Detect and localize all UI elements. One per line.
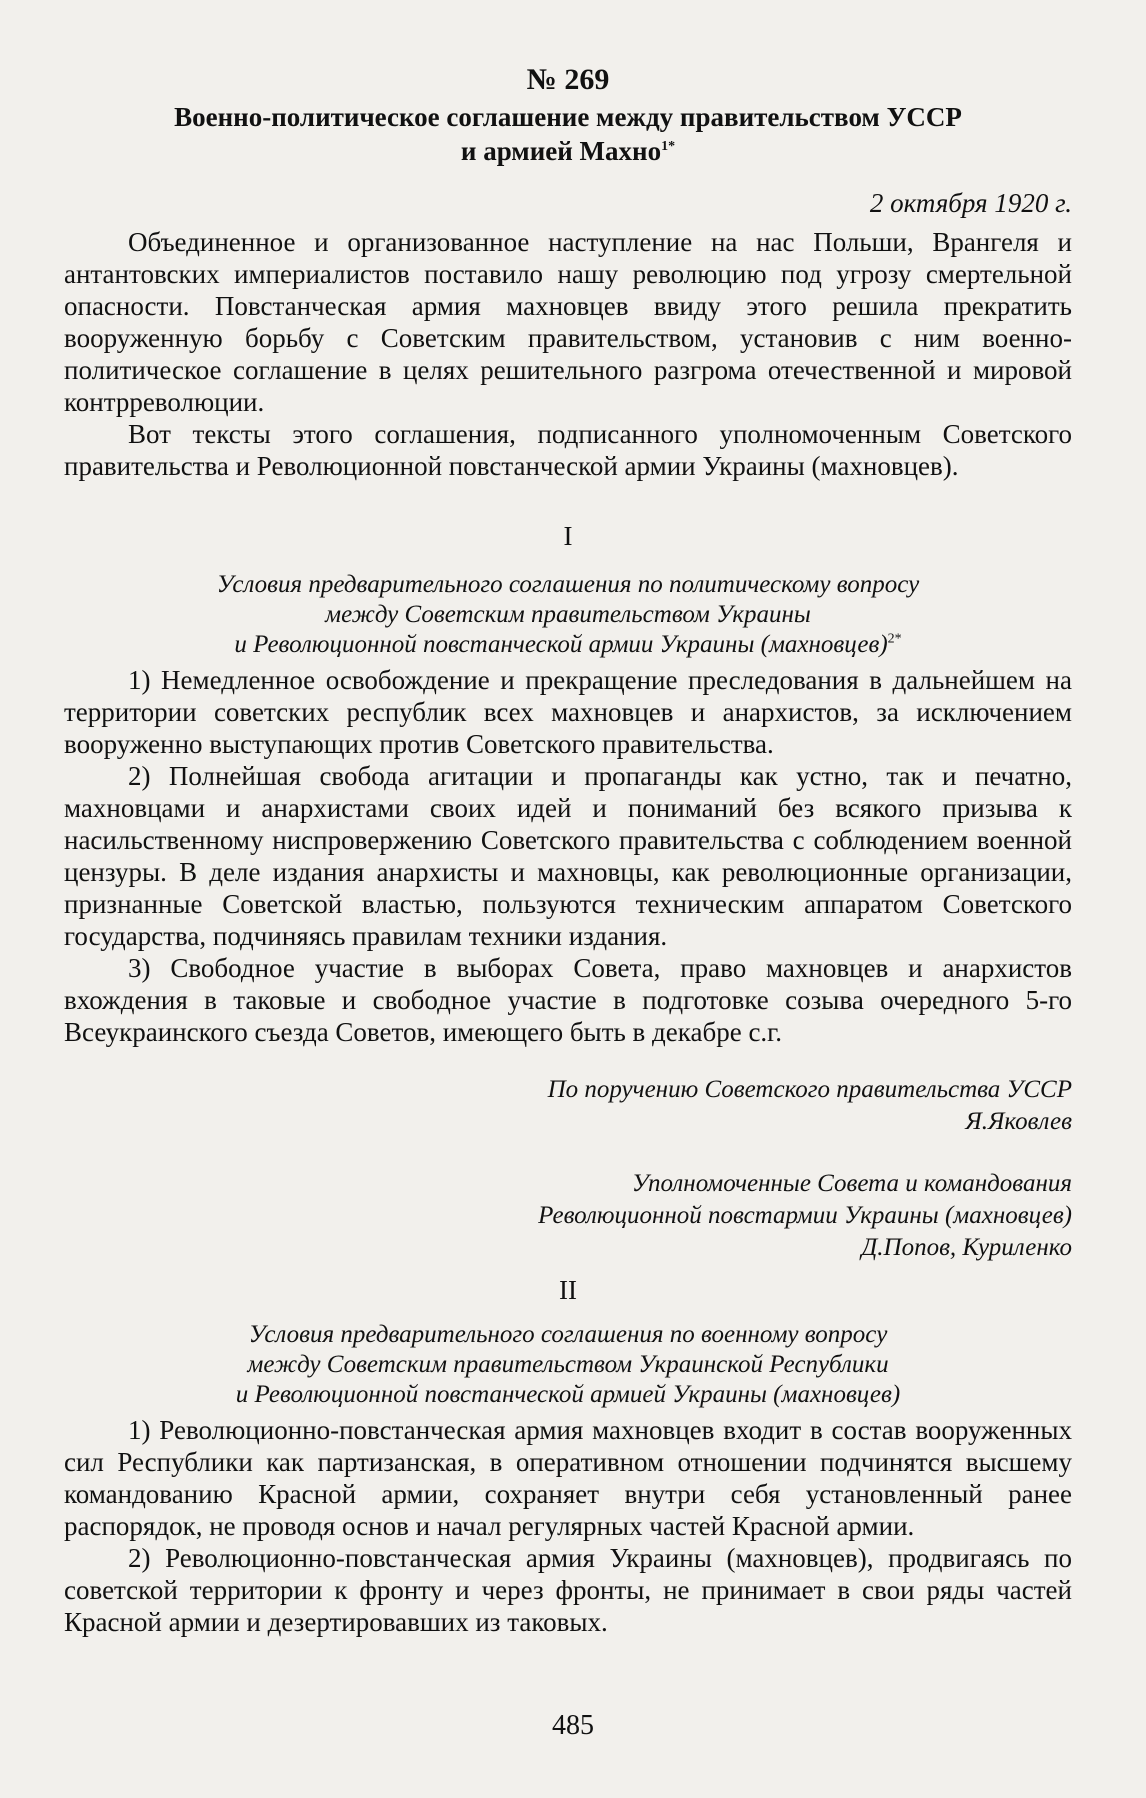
signature-1-line-1: По поручению Советского правительства УССР — [547, 1076, 1072, 1103]
section-1-numeral: I — [563, 521, 573, 551]
section-1-item-3: 3) Свободное участие в выборах Совета, право махновцев и анархистов вхождения в таковые и свободное участие в подготовке созыва очередного 5-го Всеукраинского съезда Советов, имеющего быть в декабре с.г. — [64, 953, 1072, 1047]
title-footnote-marker: 1* — [661, 139, 676, 154]
document-date: 2 октября 1920 г. — [869, 188, 1072, 218]
section-2-title — [64, 1320, 1072, 1410]
signature-1-line-2: Я.Яковлев — [965, 1108, 1072, 1135]
document-title — [64, 100, 1072, 168]
section-1-item-2: 2) Полнейшая свобода агитации и пропаганды как устно, так и печатно, махновцами и анархистами своих идей и пониманий без всякого призыва к насильственному ниспровержению Советского правительства с соблюдением военной цензуры. В деле издания анархисты и махновцы, как революционные организации, признанные Советской властью, пользуются техническим аппаратом Советского государства, подчиняясь правилам техники издания. — [64, 761, 1072, 951]
section-1-title-line-3 — [64, 630, 1072, 660]
section-2-title-line-3: и Революционной повстанческой армией Украины (махновцев) — [235, 1381, 901, 1408]
section-2-title-line-1: Условия предварительного соглашения по военному вопросу — [248, 1321, 888, 1348]
signature-2-line-2: Революционной повстармии Украины (махновцев) — [538, 1202, 1072, 1229]
section-2-title-line-2: между Советским правительством Украинской Республики — [247, 1351, 889, 1378]
section-2-numeral: II — [559, 1275, 577, 1305]
section-2-item-1: 1) Революционно-повстанческая армия махновцев входит в состав вооруженных сил Республики как партизанская, в оперативном отношении подчинятся высшему командованию Красной армии, сохраняет внутри себя установленный ранее распорядок, не проводя основ и начал регулярных частей Красной армии. — [64, 1415, 1072, 1541]
intro-paragraph-1: Объединенное и организованное наступление на нас Польши, Врангеля и антантовских империалистов поставило нашу революцию под угрозу смертельной опасности. Повстанческая армия махновцев ввиду этого решила прекратить вооруженную борьбу с Советским правительством, установив с ним военно-политическое соглашение в целях решительного разгрома отечественной и мировой контрреволюции. — [64, 227, 1072, 417]
document-title-line-1: Военно-политическое соглашение между правительством УССР — [174, 102, 962, 132]
section-1-title-line-2: между Советским правительством Украины — [325, 601, 811, 628]
intro-paragraph-2: Вот тексты этого соглашения, подписанного уполномоченным Советского правительства и Революционной повстанческой армии Украины (махновцев). — [64, 419, 1072, 481]
section-1-item-1: 1) Немедленное освобождение и прекращение преследования в дальнейшем на территории советских республик всех махновцев и анархистов, за исключением вооруженно выступающих против Советского правительства. — [64, 665, 1072, 759]
section-1-title — [64, 570, 1072, 660]
document-title-line-2 — [64, 134, 1072, 168]
document-number: № 269 — [526, 63, 610, 96]
signature-2-line-3: Д.Попов, Куриленко — [861, 1234, 1072, 1261]
section-1-footnote-marker: 2* — [887, 631, 902, 647]
section-1-title-line-1: Условия предварительного соглашения по политическому вопросу — [216, 571, 920, 598]
section-2-item-2: 2) Революционно-повстанческая армия Украины (махновцев), продвигаясь по советской территории к фронту и через фронты, не принимает в свои ряды частей Красной армии и дезертировавших из таковых. — [64, 1543, 1072, 1637]
page-number: 485 — [552, 1710, 594, 1741]
section-1-title-line-3-text: и Революционной повстанческой армии Украины (махновцев) — [234, 631, 888, 658]
signature-block-makhnovists — [64, 1168, 1072, 1264]
document-title-line-2-text: и армией Махно — [460, 136, 662, 166]
signature-block-government — [64, 1074, 1072, 1138]
signature-2-line-1: Уполномоченные Совета и командования — [631, 1170, 1072, 1197]
